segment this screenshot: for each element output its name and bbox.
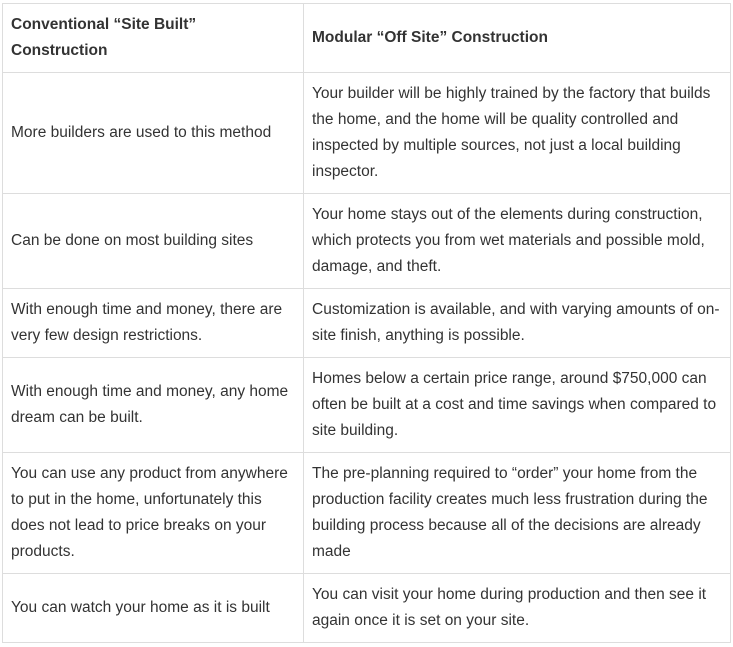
comparison-table <box>2 3 731 643</box>
site-built-cell: Can be done on most building sites <box>3 194 304 289</box>
modular-cell: The pre-planning required to “order” your home from the production facility creates much less frustration during the building process because all of the decisions are already made <box>304 453 731 574</box>
table-header-row <box>3 4 731 73</box>
table-row <box>3 453 731 574</box>
modular-cell: Your builder will be highly trained by the factory that builds the home, and the home will be quality controlled and inspected by multiple sources, not just a local building inspector. <box>304 73 731 194</box>
table-row <box>3 358 731 453</box>
site-built-cell: You can use any product from anywhere to put in the home, unfortunately this does not lead to price breaks on your products. <box>3 453 304 574</box>
modular-cell: You can visit your home during production and then see it again once it is set on your site. <box>304 574 731 643</box>
table-row <box>3 194 731 289</box>
table-row <box>3 73 731 194</box>
table-row <box>3 289 731 358</box>
site-built-cell: With enough time and money, any home dream can be built. <box>3 358 304 453</box>
header-site-built: Conventional “Site Built” Construction <box>3 4 304 73</box>
table-row <box>3 574 731 643</box>
site-built-cell: You can watch your home as it is built <box>3 574 304 643</box>
modular-cell: Customization is available, and with varying amounts of on-site finish, anything is possible. <box>304 289 731 358</box>
header-modular: Modular “Off Site” Construction <box>304 4 731 73</box>
modular-cell: Your home stays out of the elements during construction, which protects you from wet materials and possible mold, damage, and theft. <box>304 194 731 289</box>
site-built-cell: More builders are used to this method <box>3 73 304 194</box>
site-built-cell: With enough time and money, there are very few design restrictions. <box>3 289 304 358</box>
modular-cell: Homes below a certain price range, around $750,000 can often be built at a cost and time savings when compared to site building. <box>304 358 731 453</box>
